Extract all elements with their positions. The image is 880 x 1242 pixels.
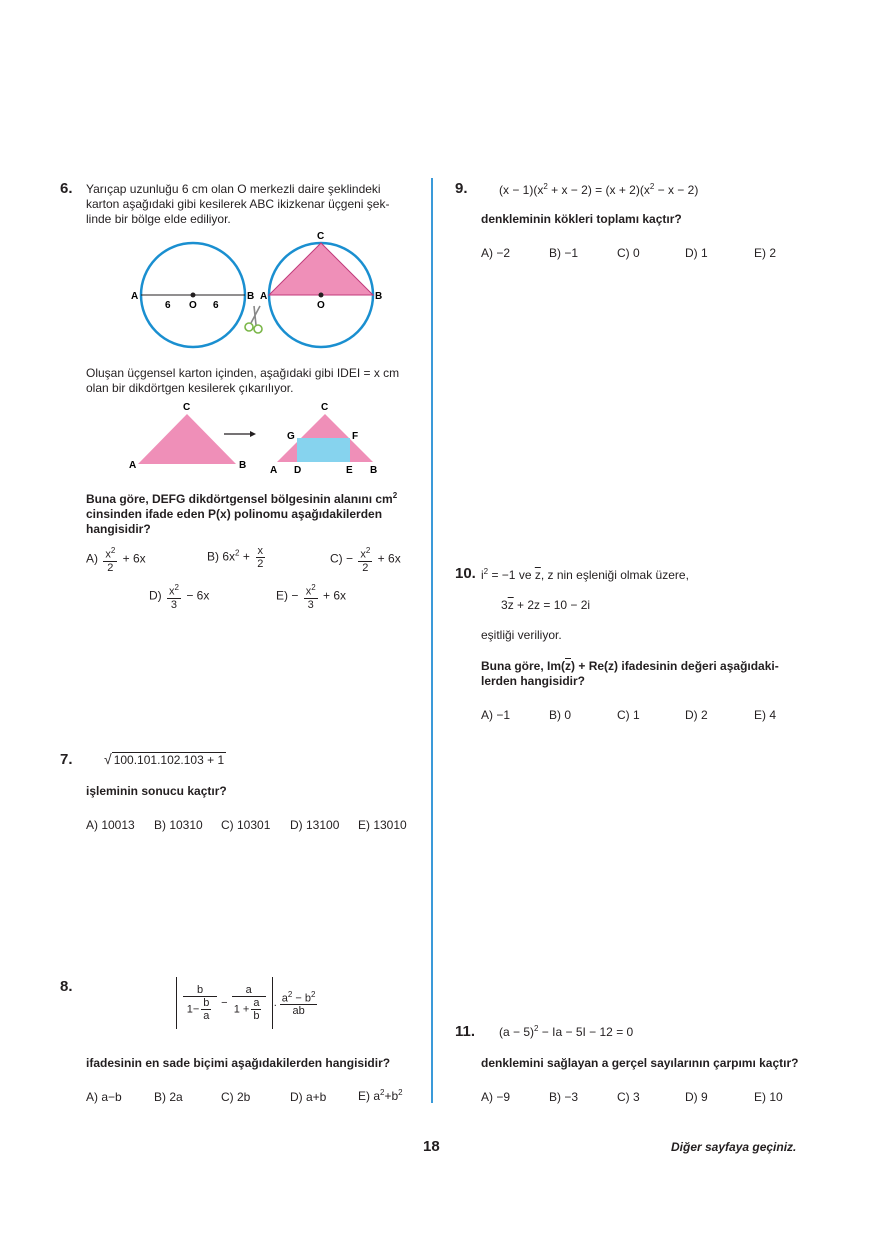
q7-option-a[interactable]: A) 10013	[86, 818, 135, 832]
option-tail: + 6x	[377, 551, 401, 566]
q6-triangle-figure	[120, 398, 410, 478]
label-6-right: 6	[213, 300, 219, 311]
q10-question	[481, 659, 779, 689]
q11-number: 11.	[455, 1023, 476, 1040]
label-A2: A	[270, 465, 278, 476]
label-A: A	[131, 291, 139, 302]
label-B2: B	[375, 291, 383, 302]
q9-option-b[interactable]: B) −1	[549, 246, 579, 260]
q8-option-d[interactable]: D) a+b	[290, 1090, 327, 1104]
q7-number: 7.	[60, 751, 73, 768]
arrow-right-icon	[250, 431, 256, 437]
option-label: D)	[149, 588, 162, 603]
option-plus: +	[242, 549, 250, 564]
q6-option-d[interactable]	[149, 582, 209, 611]
q9-number: 9.	[455, 180, 468, 197]
scissors-icon	[245, 306, 262, 333]
fraction: $\frac{x}{2}$	[257, 545, 264, 570]
q8-dot: .	[273, 997, 277, 1009]
label-C2: C	[321, 402, 329, 413]
left-center-dot	[191, 293, 196, 298]
q11-option-e[interactable]: E) 10	[754, 1090, 783, 1104]
label-A: A	[129, 460, 137, 471]
q6-question-line2: cinsinden ifade eden P(x) polinomu aşağıdakilerden	[86, 507, 383, 521]
q6-number: 6.	[60, 180, 73, 197]
q10-option-b[interactable]: B) 0	[549, 708, 572, 722]
label-B: B	[247, 291, 255, 302]
q6-option-b[interactable]: B) $6x^2$ + $\frac{x}{2}$	[207, 545, 264, 570]
q10-option-d[interactable]: D) 2	[685, 708, 708, 722]
q11-equation: $(a - 5)^2 - Ia - 5I - 12 = 0$	[499, 1024, 634, 1039]
fraction: $\frac{x^2}{2}$	[105, 546, 116, 574]
q6-mid-line2: olan bir dikdörtgen kesilerek çıkarılıyor.	[86, 381, 294, 395]
label-C: C	[317, 231, 325, 242]
label-B2: B	[370, 465, 378, 476]
q7-option-d[interactable]: D) 13100	[290, 818, 340, 832]
q7-option-e[interactable]: E) 13010	[358, 818, 407, 832]
next-page-note: Diğer sayfaya geçiniz.	[671, 1140, 797, 1154]
q10-option-a[interactable]: A) −1	[481, 708, 511, 722]
option-head: 6x	[222, 549, 236, 564]
q6-intro	[86, 182, 389, 227]
q9-option-c[interactable]: C) 0	[617, 246, 640, 260]
label-F: F	[352, 431, 359, 442]
q7-expression	[104, 751, 226, 767]
option-minus: −	[346, 551, 354, 566]
q8-option-b[interactable]: B) 2a	[154, 1090, 183, 1104]
abs-bar-right	[272, 977, 273, 1029]
q9-option-a[interactable]: A) −2	[481, 246, 511, 260]
q11-option-d[interactable]: D) 9	[685, 1090, 708, 1104]
option-label: C)	[330, 551, 343, 566]
q6-circle-figure	[120, 228, 410, 353]
q6-mid-text	[86, 366, 399, 396]
q6-question-line3: hangisidir?	[86, 522, 151, 536]
q7-option-b[interactable]: B) 10310	[154, 818, 203, 832]
q9-option-e[interactable]: E) 2	[754, 246, 777, 260]
label-O: O	[189, 300, 197, 311]
q9-question: denkleminin kökleri toplamı kaçtır?	[481, 212, 682, 226]
q10-number: 10.	[455, 565, 476, 582]
q10-option-c[interactable]: C) 1	[617, 708, 640, 722]
rectangle-defg	[297, 438, 350, 462]
right-center-dot	[319, 293, 324, 298]
q6-intro-line2: karton aşağıdaki gibi kesilerek ABC ikizkenar üçgeni şek-	[86, 197, 390, 211]
q6-intro-line1: Yarıçap uzunluğu 6 cm olan O merkezli daire şeklindeki	[86, 182, 381, 196]
q10-option-e[interactable]: E) 4	[754, 708, 777, 722]
q6-option-c[interactable]	[330, 545, 401, 574]
q11-option-b[interactable]: B) −3	[549, 1090, 579, 1104]
q9-option-d[interactable]: D) 1	[685, 246, 708, 260]
label-E: E	[346, 465, 353, 476]
triangle-left	[138, 414, 236, 464]
q8-fraction-1: b 1− $\frac{b}{a}$	[183, 984, 217, 1022]
q6-question-sup: 2	[392, 491, 398, 500]
q11-question: denklemini sağlayan a gerçel sayılarının çarpımı kaçtır?	[481, 1056, 799, 1070]
sqrt-icon: √	[104, 751, 112, 767]
triangle-abc	[269, 243, 373, 295]
q10-given: eşitliği veriliyor.	[481, 628, 562, 642]
q8-option-a[interactable]: A) a−b	[86, 1090, 122, 1104]
q9-equation: $(x - 1)(x^2 + x - 2) = (x + 2)(x^2 - x - 2)$	[499, 182, 699, 197]
label-D: D	[294, 465, 302, 476]
q10-question-line1: Buna göre, $Im(\overline{z}) + Re(z)$ ifadesinin değeri aşağıdaki-	[481, 659, 779, 673]
fraction: $\frac{x^2}{2}$	[360, 546, 371, 574]
option-label: B)	[207, 549, 219, 564]
q10-question-line2: lerden hangisidir?	[481, 674, 586, 688]
q8-option-c[interactable]: C) 2b	[221, 1090, 251, 1104]
label-G: G	[287, 431, 295, 442]
q8-question: ifadesinin en sade biçimi aşağıdakilerden hangisidir?	[86, 1056, 391, 1070]
q6-question-line1	[86, 488, 397, 507]
option-label: A)	[86, 551, 98, 566]
option-label: E)	[276, 588, 288, 603]
q11-option-a[interactable]: A) −9	[481, 1090, 511, 1104]
q10-equation: $3\overline{z} + 2z = 10 - 2i$	[501, 598, 591, 612]
q8-fraction-2: a 1 + $\frac{a}{b}$	[232, 984, 266, 1022]
q7-radicand: 100.101.102.103 + 1	[113, 753, 225, 767]
q11-option-c[interactable]: C) 3	[617, 1090, 640, 1104]
q8-minus: −	[221, 997, 228, 1009]
label-B: B	[239, 460, 247, 471]
fraction: $\frac{x^2}{3}$	[169, 583, 179, 611]
fraction: $\frac{x^2}{3}$	[305, 583, 316, 611]
q6-question-text: Buna göre, DEFG dikdörtgensel bölgesinin alanını cm	[86, 492, 393, 506]
option-tail: + 6x	[323, 588, 347, 603]
q10-intro: $i^2 = -1$ ve $\overline{z}$, z nin eşleniği olmak üzere,	[481, 567, 689, 582]
label-O2: O	[317, 300, 325, 311]
q6-question	[86, 488, 397, 537]
abs-bar-left	[176, 977, 177, 1029]
q7-option-c[interactable]: C) 10301	[221, 818, 271, 832]
label-6-left: 6	[165, 300, 171, 311]
q8-number: 8.	[60, 978, 73, 995]
option-tail: − 6x	[186, 588, 210, 603]
q8-option-e[interactable]: E) $a^2+b^2$	[358, 1088, 403, 1103]
column-divider	[431, 178, 433, 1103]
q6-mid-line1: Oluşan üçgensel karton içinden, aşağıdaki gibi IDEI = x cm	[86, 366, 400, 380]
q8-fraction-3: $\frac{a^2 - b^2}{ab}$	[281, 989, 316, 1018]
label-C: C	[183, 402, 191, 413]
q7-question: işleminin sonucu kaçtır?	[86, 784, 227, 798]
option-tail: + 6x	[122, 551, 146, 566]
option-minus: −	[291, 588, 299, 603]
q6-intro-line3: linde bir bölge elde ediliyor.	[86, 212, 231, 226]
q6-option-e[interactable]	[276, 582, 346, 611]
page-number: 18	[423, 1138, 440, 1155]
q8-expression	[176, 977, 319, 1029]
label-A2: A	[260, 291, 268, 302]
q6-option-a[interactable]	[86, 545, 146, 574]
